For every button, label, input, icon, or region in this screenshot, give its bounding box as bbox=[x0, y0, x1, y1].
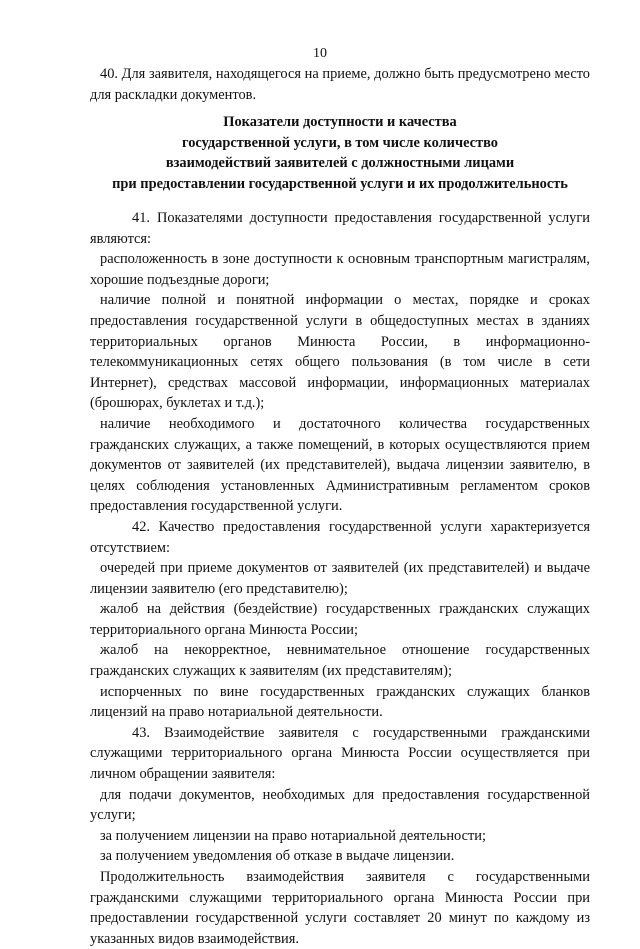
paragraph-40-block bbox=[90, 64, 590, 105]
heading-line: государственной услуги, в том числе количество bbox=[182, 134, 498, 151]
paragraph-40: 40. Для заявителя, находящегося на приеме, должно быть предусмотрено место для раскладки документов. bbox=[90, 66, 590, 103]
heading-line: взаимодействий заявителей с должностными лицами bbox=[165, 155, 515, 172]
heading-line: при предоставлении государственной услуги и их продолжительность bbox=[112, 175, 568, 192]
paragraph: жалоб на действия (бездействие) государственных гражданских служащих территориального органа Минюста России; bbox=[90, 601, 590, 638]
paragraph: испорченных по вине государственных гражданских служащих бланков лицензий на право нотариальной деятельности. bbox=[90, 683, 590, 721]
paragraph: расположенность в зоне доступности к основным транспортным магистралям, хорошие подъездные дороги; bbox=[90, 251, 590, 288]
paragraph: наличие необходимого и достаточного количества государственных гражданских служащих, а также помещений, в которых осуществляются прием документов от заявителей (их представителей), выдача лицензии заявителю, в целях соблюдения установленных Административным регламентом сроков предоставления государственной услуги. bbox=[90, 415, 590, 515]
paragraph: 42. Качество предоставления государственной услуги характеризуется отсутствием: bbox=[90, 518, 590, 556]
page-number: 10 bbox=[313, 46, 327, 61]
paragraph: наличие полной и понятной информации о местах, порядке и сроках предоставления государственной услуги в общедоступных местах в зданиях территориальных органов Минюста России, в информационно-телекоммуникационных сетях общего пользования (в том числе в сети Интернет), средствах массовой информации, информационных материалах (брошюрах, буклетах и т.д.); bbox=[90, 292, 590, 412]
paragraph: для подачи документов, необходимых для предоставления государственной услуги; bbox=[90, 786, 590, 824]
paragraph: 43. Взаимодействие заявителя с государственными гражданскими служащими территориального органа Минюста России осуществляется при личном обращении заявителя: bbox=[90, 724, 590, 783]
paragraph: очередей при приеме документов от заявителей (их представителей) и выдаче лицензии заявителю (его представителю); bbox=[90, 560, 590, 597]
paragraph: за получением уведомления об отказе в выдаче лицензии. bbox=[100, 848, 455, 865]
heading-line: Показатели доступности и качества bbox=[223, 114, 457, 130]
paragraph: 41. Показателями доступности предоставления государственной услуги являются: bbox=[90, 210, 590, 247]
paragraph: за получением лицензии на право нотариальной деятельности; bbox=[100, 827, 486, 844]
paragraph: Продолжительность взаимодействия заявителя с государственными гражданскими служащими территориального органа Минюста России при предоставлении государственной услуги составляет 20 минут по каждому из указанных видов взаимодействия. bbox=[90, 869, 590, 947]
paragraph: жалоб на некорректное, невнимательное отношение государственных гражданских служащих к заявителям (их представителям); bbox=[90, 642, 590, 680]
body-text bbox=[90, 208, 590, 949]
section-heading bbox=[90, 112, 590, 194]
